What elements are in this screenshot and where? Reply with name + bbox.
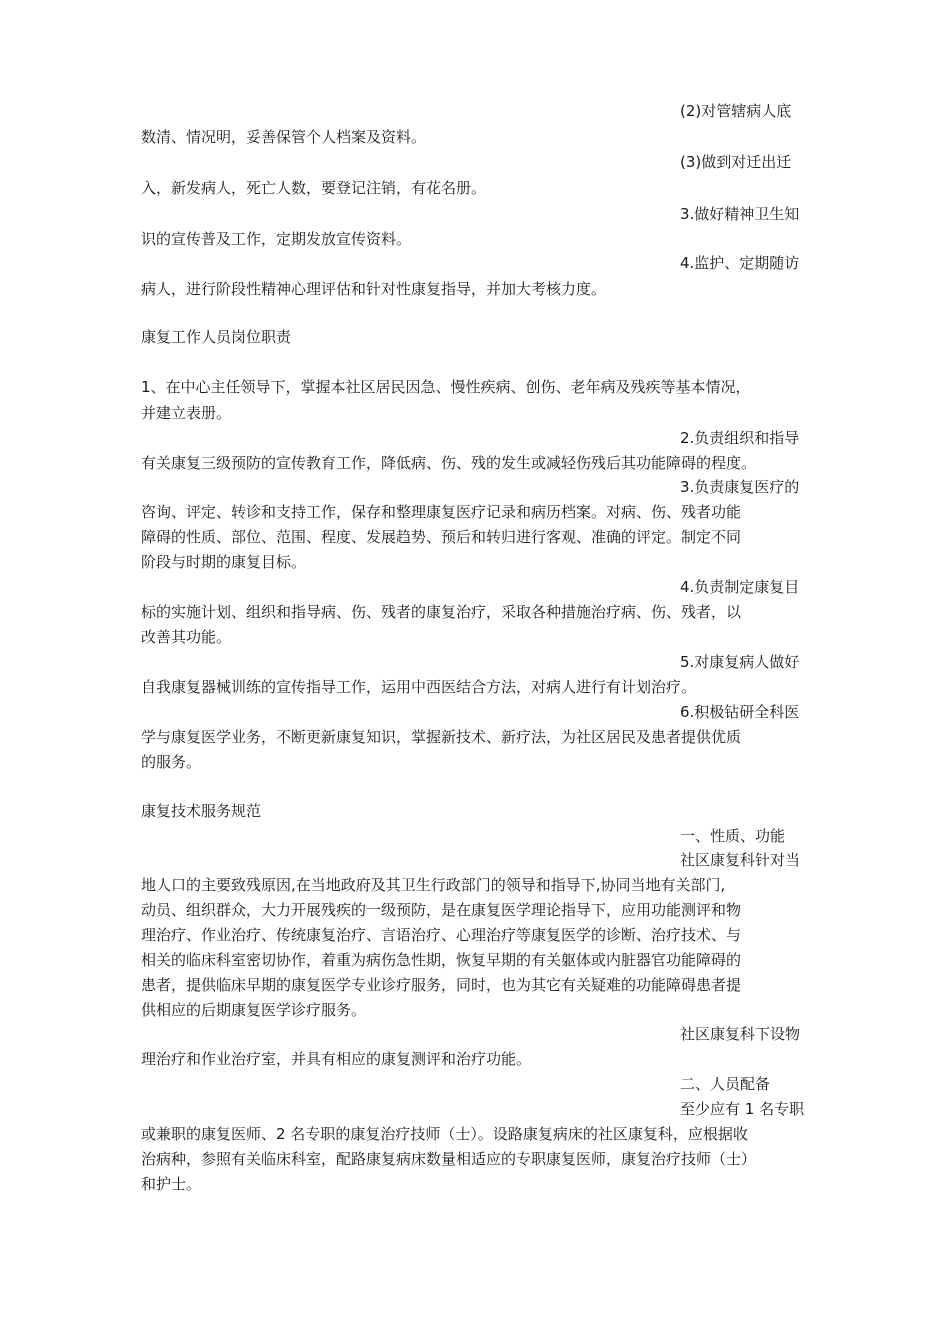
text-line: 和护士。: [141, 1175, 202, 1193]
text-line: 患者，提供临床早期的康复医学专业诊疗服务，同时，也为其它有关疑难的功能障碍患者提: [141, 976, 742, 994]
text-line: 学与康复医学业务，不断更新康复知识，掌握新技术、新疗法，为社区居民及患者提供优质: [141, 728, 742, 746]
text-line: 至少应有 1 名专职: [680, 1100, 805, 1118]
text-line: 理治疗、作业治疗、传统康复治疗、言语治疗、心理治疗等康复医学的诊断、治疗技术、与: [141, 926, 742, 944]
text-line: 4.负责制定康复目: [680, 578, 800, 596]
subsection-heading: 一、性质、功能: [680, 827, 786, 845]
text-line: 咨询、评定、转诊和支持工作，保存和整理康复医疗记录和病历档案。对病、伤、残者功能: [141, 503, 742, 521]
text-line: 或兼职的康复医师、2 名专职的康复治疗技师（士）。设路康复病床的社区康复科，应根据收: [141, 1125, 748, 1143]
text-line: 障碍的性质、部位、范围、程度、发展趋势、预后和转归进行客观、准确的评定。制定不同: [141, 528, 742, 546]
text-line: 有关康复三级预防的宣传教育工作，降低病、伤、残的发生或减轻伤残后其功能障碍的程度。: [141, 454, 757, 472]
text-line: 1、在中心主任领导下，掌握本社区居民因急、慢性疾病、创伤、老年病及残疾等基本情况，: [141, 378, 751, 396]
section-heading: 康复工作人员岗位职责: [141, 328, 292, 346]
text-line: 的服务。: [141, 753, 202, 771]
text-line: 社区康复科下设物: [680, 1025, 801, 1043]
text-line: 相关的临床科室密切协作，着重为病伤急性期，恢复早期的有关躯体或内脏器官功能障碍的: [141, 951, 742, 969]
text-line: 社区康复科针对当: [680, 851, 801, 869]
text-line: 3.负责康复医疗的: [680, 478, 800, 496]
text-line: 5.对康复病人做好: [680, 653, 800, 671]
text-line: (2)对管辖病人底: [680, 102, 792, 120]
text-line: 病人，进行阶段性精神心理评估和针对性康复指导，并加大考核力度。: [141, 280, 607, 298]
text-line: 数清、情况明，妥善保管个人档案及资料。: [141, 128, 427, 146]
text-line: 供相应的后期康复医学诊疗服务。: [141, 1001, 367, 1019]
text-line: 识的宣传普及工作，定期发放宣传资料。: [141, 230, 412, 248]
text-line: (3)做到对迁出迁: [680, 153, 792, 171]
subsection-heading: 二、人员配备: [680, 1075, 771, 1093]
text-line: 标的实施计划、组织和指导病、伤、残者的康复治疗，采取各种措施治疗病、伤、残者，以: [141, 603, 742, 621]
text-line: 动员、组织群众，大力开展残疾的一级预防，是在康复医学理论指导下，应用功能测评和物: [141, 901, 742, 919]
text-line: 自我康复器械训练的宣传指导工作，运用中西医结合方法，对病人进行有计划治疗。: [141, 678, 697, 696]
text-line: 理治疗和作业治疗室，并具有相应的康复测评和治疗功能。: [141, 1050, 532, 1068]
section-heading: 康复技术服务规范: [141, 802, 262, 820]
text-line: 地人口的主要致残原因,在当地政府及其卫生行政部门的领导和指导下,协同当地有关部门,: [141, 876, 726, 894]
text-line: 阶段与时期的康复目标。: [141, 553, 307, 571]
text-line: 3.做好精神卫生知: [680, 205, 800, 223]
text-line: 4.监护、定期随访: [680, 254, 800, 272]
text-line: 6.积极钻研全科医: [680, 703, 800, 721]
text-line: 改善其功能。: [141, 628, 232, 646]
text-line: 治病种，参照有关临床科室，配路康复病床数量相适应的专职康复医师，康复治疗技师（士）: [141, 1150, 757, 1168]
text-line: 入，新发病人，死亡人数，要登记注销，有花名册。: [141, 179, 487, 197]
text-line: 并建立表册。: [141, 404, 232, 422]
text-line: 2.负责组织和指导: [680, 429, 800, 447]
